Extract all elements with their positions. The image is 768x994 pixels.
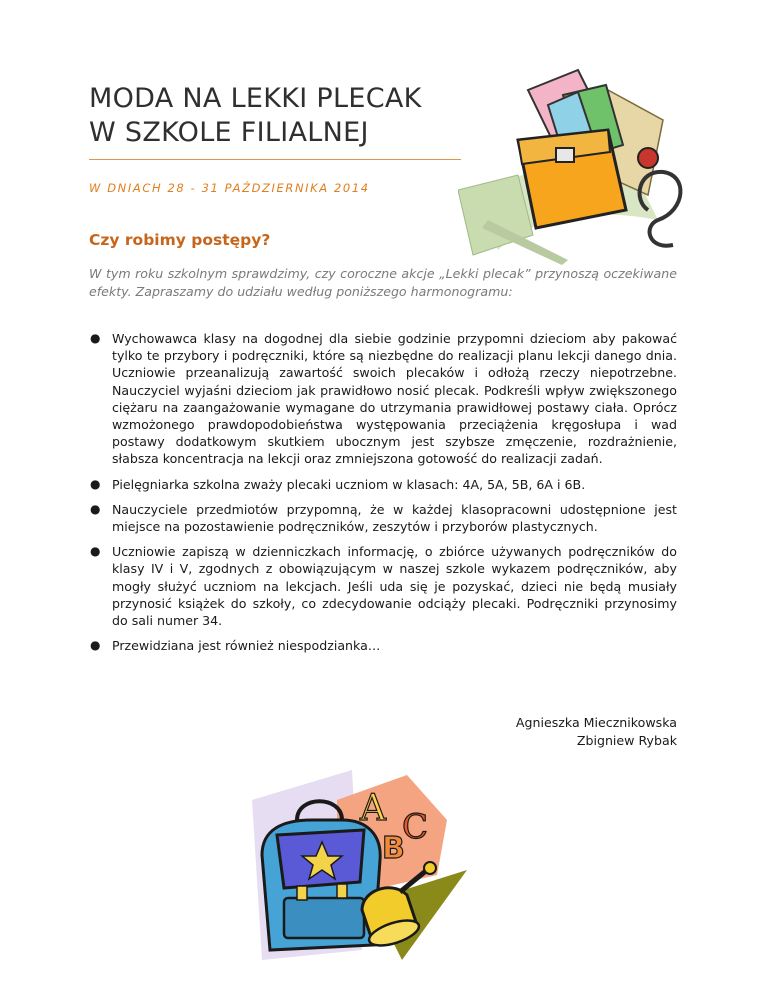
buckle-left: [297, 886, 307, 900]
bullet-icon: ●: [90, 331, 101, 345]
backpack-clipart: [242, 760, 472, 965]
schedule-list: [89, 330, 677, 662]
bullet-icon: ●: [90, 476, 101, 491]
list-item: [89, 476, 677, 493]
author-name-2: Zbigniew Rybak: [576, 733, 677, 748]
red-ball: [638, 148, 658, 168]
bell-knob: [424, 862, 436, 874]
title-line-1: MODA NA LEKKI PLECAK: [89, 83, 422, 114]
intro-paragraph: W tym roku szkolnym sprawdzimy, czy coroczne akcje „Lekki plecak” przynoszą oczekiwane efekty. Zapraszamy do udziału według poniższego harmonogramu:: [89, 266, 677, 299]
list-item-text: Pielęgniarka szkolna zważy plecaki uczniom w klasach: 4A, 5A, 5B, 6A i 6B.: [112, 476, 586, 492]
letter-a: A: [360, 788, 386, 829]
list-item-text: Nauczyciele przedmiotów przypomną, że w każdej klasopracowni udostępnione jest miejsce na pozostawienie podręczników, zeszytów i przyborów plastycznych.: [112, 501, 677, 535]
list-item: [89, 543, 677, 629]
briefcase-clasp: [556, 148, 574, 162]
bullet-icon: ●: [90, 501, 101, 516]
letter-b: B: [382, 831, 405, 866]
list-item: [89, 501, 677, 535]
bullet-icon: ●: [90, 544, 101, 559]
title-line-2: W SZKOLE FILIALNEJ: [89, 117, 369, 148]
bullet-icon: ●: [90, 638, 101, 653]
signature-block: [516, 714, 677, 750]
list-item-text: Uczniowie zapiszą w dzienniczkach informację, o zbiórce używanych podręczników do klasy IV i V, zgodnych z obowiązującym w naszej szkole wykazem podręczników, aby mogły służyć uczniom na lekcjach. Jeśli uda się je pozyskać, dzieci nie będą musiały przynosić książek do szkoły, co zdecydowanie odciąży plecaki. Podręczniki przynosimy do sali numer 34.: [112, 544, 677, 629]
list-item: [89, 330, 677, 468]
section-heading: Czy robimy postępy?: [89, 231, 271, 249]
title-divider: [89, 159, 461, 160]
list-item: [89, 637, 677, 654]
letter-c: C: [402, 807, 429, 847]
list-item-text: Przewidziana jest również niespodzianka…: [112, 638, 381, 654]
author-name-1: Agnieszka Miecznikowska: [515, 715, 677, 730]
page-title: [89, 82, 509, 150]
list-item-text: Wychowawca klasy na dogodnej dla siebie godzinie przypomni dzieciom aby pakować tylko te przybory i podręczniki, które są niezbędne do realizacji planu lekcji danego dnia. Uczniowie przeanalizują zawartość swoich plecaków i odłożą rzeczy niepotrzebne. Nauczyciel wyjaśni dzieciom jak prawidłowo nosić plecak. Podkreśli wpływ zwiększonego ciężaru na zaangażowanie wymagane do utrzymania prawidłowej postawy ciała. Oprócz wzmożonego prawdopodobieństwa występowania przeciążenia kręgosłupa i wad postawy dodatkowym skutkiem ubocznym jest szybsze zmęczenie, rozdrażnienie, słabsza koncentracja na lekcji oraz zmniejszona gotowość do realizacji zadań.: [112, 331, 677, 467]
backpack-pocket: [284, 898, 364, 938]
event-date: W DNIACH 28 - 31 PAŹDZIERNIKA 2014: [89, 181, 370, 195]
buckle-right: [337, 884, 347, 898]
